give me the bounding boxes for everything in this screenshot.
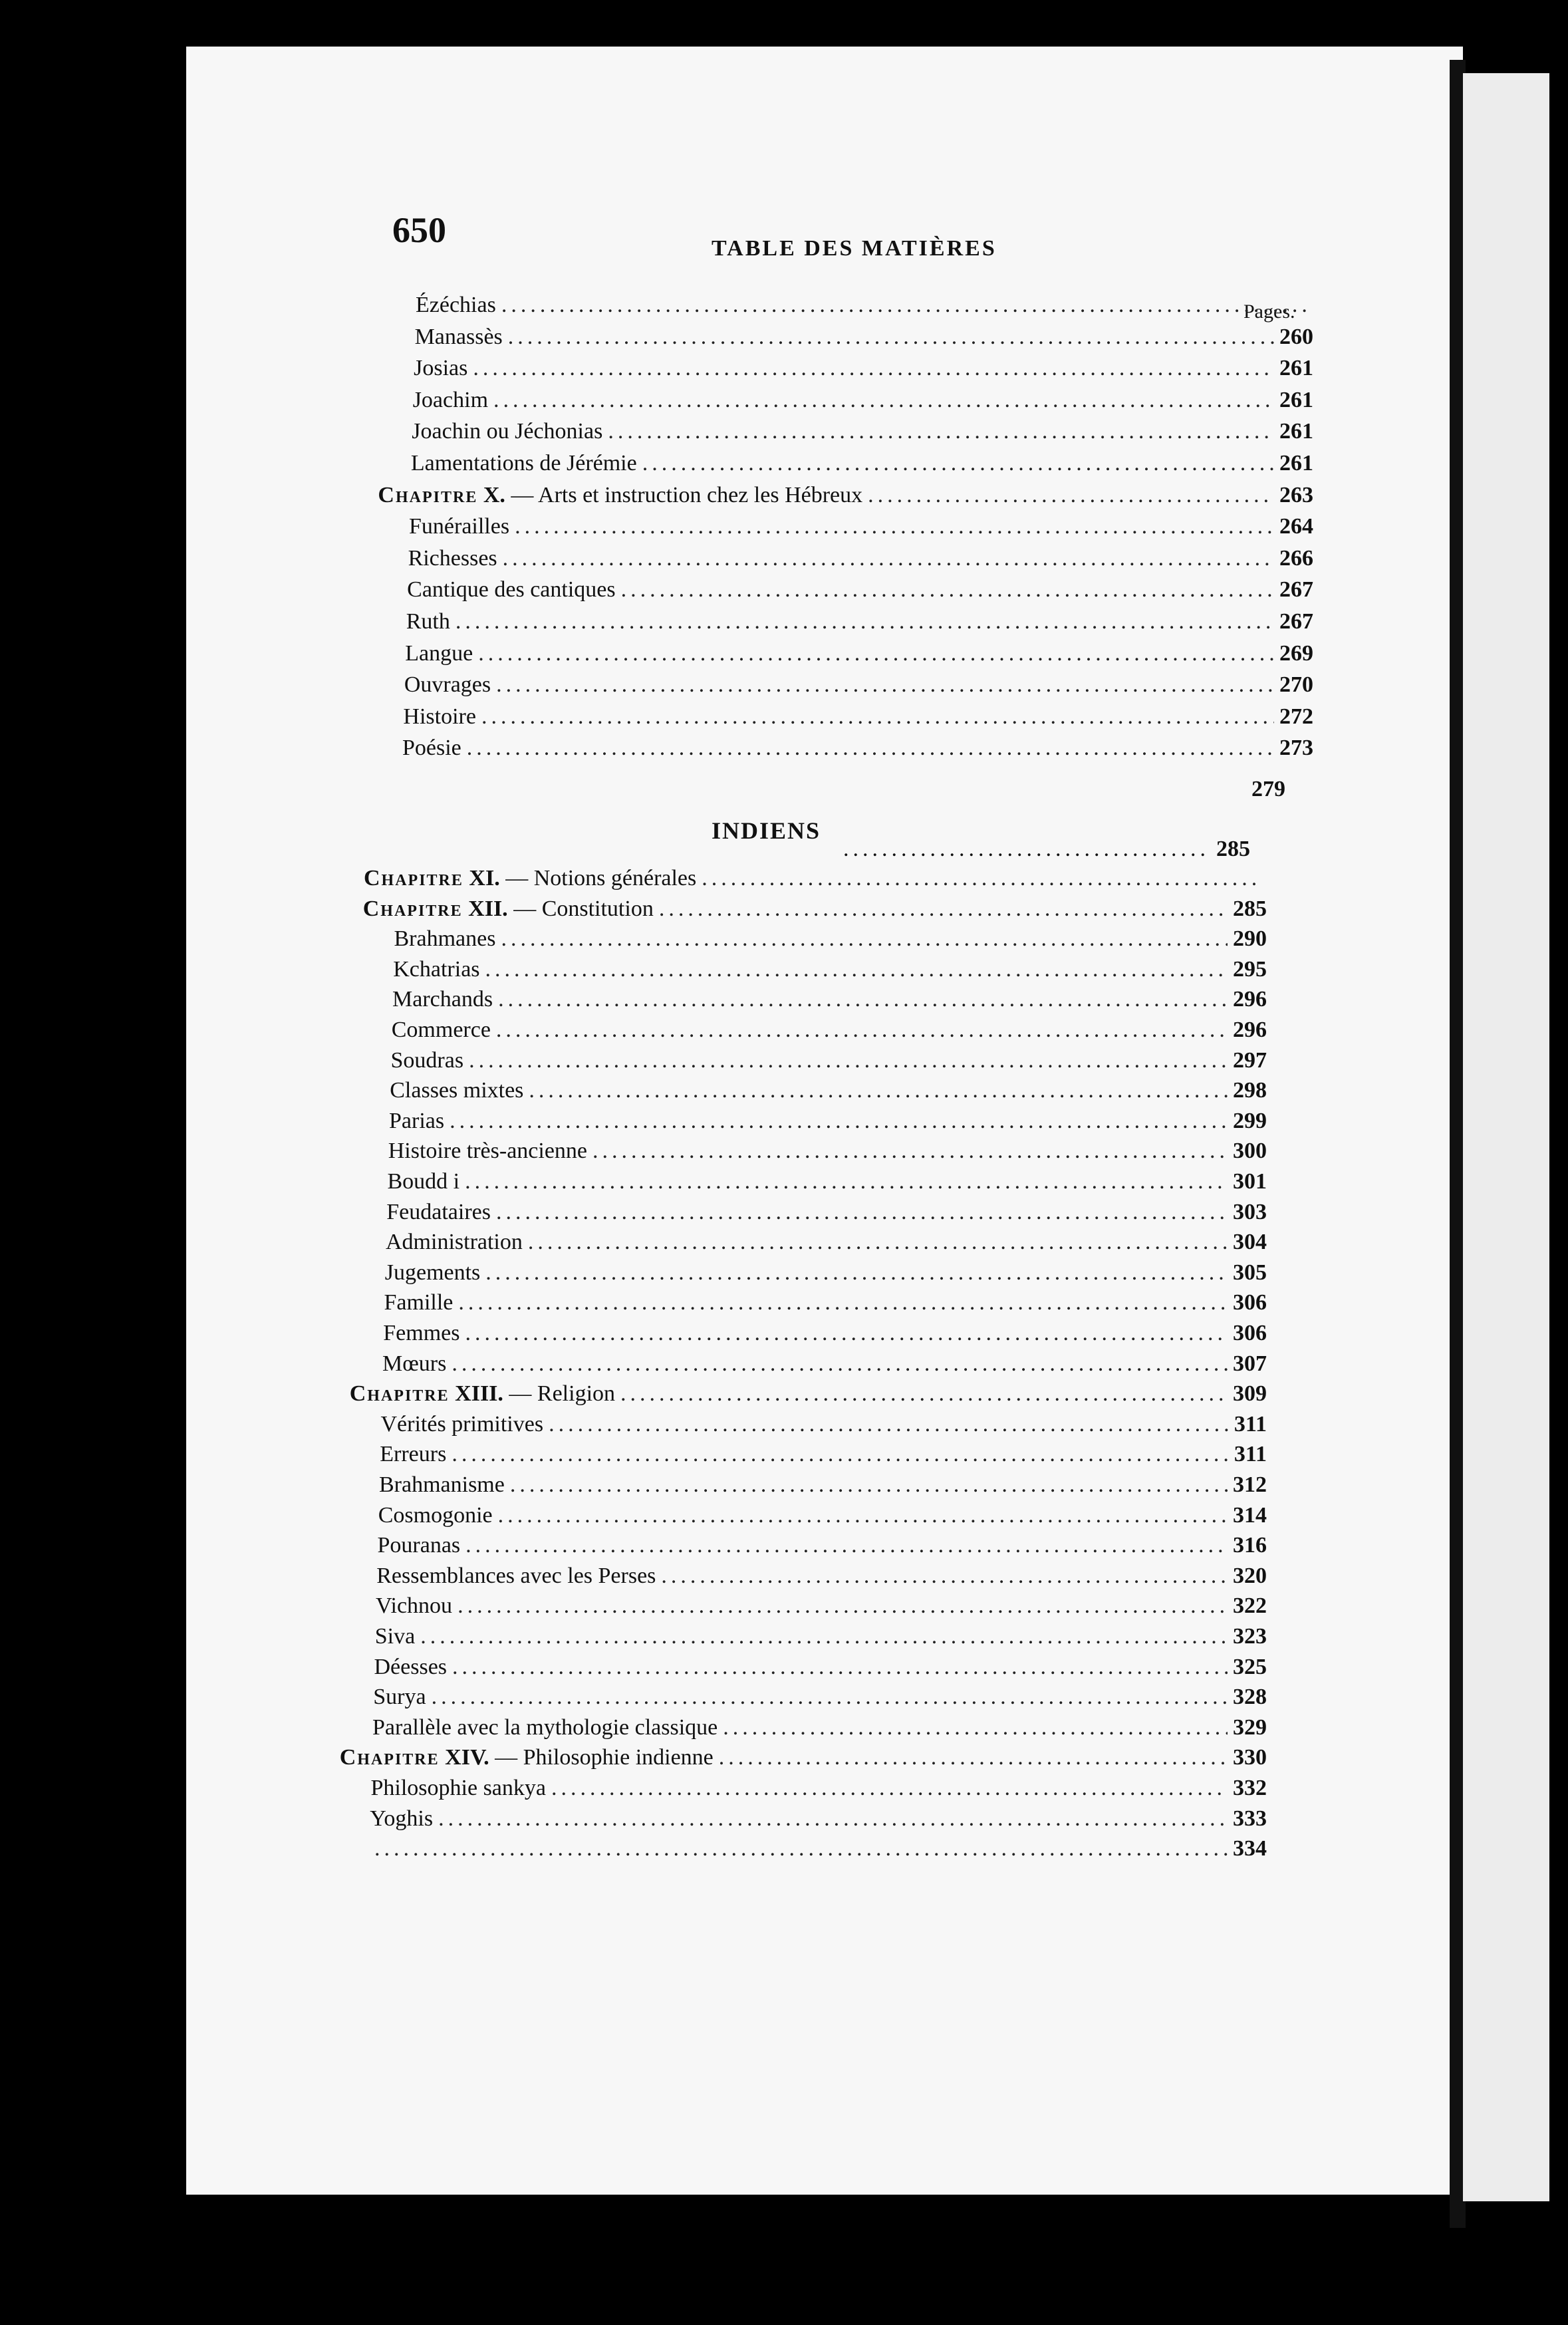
- toc-entry-label: [350, 1381, 615, 1407]
- leader-dots: [478, 641, 1274, 666]
- toc-page-number: 311: [1234, 1411, 1267, 1436]
- toc-entry-label: Déesses: [374, 1654, 448, 1679]
- leader-dots: [457, 1593, 1228, 1619]
- toc-entry-row: [379, 1472, 1267, 1504]
- toc-page-number: 328: [1233, 1685, 1267, 1710]
- toc-page-number: 334: [1233, 1836, 1267, 1861]
- section-heading-text: INDIENS: [712, 817, 821, 844]
- toc-entry-row: [369, 1836, 1267, 1868]
- toc-entry-row: [392, 1018, 1267, 1049]
- toc-entry-row: [370, 1806, 1267, 1838]
- toc-entry-row: [405, 641, 1313, 673]
- leader-dots: [374, 1836, 1228, 1861]
- toc-chapter-row: [363, 896, 1267, 928]
- leader-dots: [469, 1048, 1228, 1073]
- leader-dots: [551, 1776, 1228, 1801]
- toc-entry-label: Soudras: [390, 1047, 464, 1073]
- leader-dots: [621, 577, 1274, 603]
- leader-dots: [452, 1351, 1228, 1377]
- toc-page-number: 267: [1279, 577, 1313, 603]
- leader-dots: [659, 896, 1228, 922]
- toc-entry-row: [374, 1655, 1267, 1687]
- leader-dots: [420, 1624, 1228, 1649]
- toc-page-number: 316: [1233, 1533, 1267, 1558]
- toc-page-number: 333: [1233, 1806, 1267, 1831]
- toc-page-number: 261: [1279, 451, 1313, 476]
- toc-page-number: 330: [1233, 1745, 1267, 1770]
- leader-dots: [508, 325, 1274, 350]
- toc-entry-label: Brahmanisme: [379, 1472, 505, 1497]
- leader-dots: [473, 356, 1274, 381]
- chapter-number: XI.: [469, 866, 500, 890]
- toc-entry-row: [412, 419, 1313, 451]
- toc-entry-row: [378, 1533, 1267, 1565]
- toc-entry-row: [372, 1715, 1267, 1747]
- toc-entry-label: Siva: [374, 1624, 416, 1649]
- toc-page-number: 260: [1279, 324, 1313, 349]
- toc-page-number: 285: [1233, 896, 1267, 921]
- toc-entry-label: Administration: [386, 1230, 523, 1255]
- toc-page-number: 299: [1233, 1108, 1267, 1133]
- leader-dots: [496, 1200, 1228, 1225]
- leader-dots: [438, 1806, 1228, 1832]
- toc-page-number: 261: [1279, 387, 1313, 412]
- toc-page-number: 304: [1233, 1230, 1267, 1255]
- toc-entry-row: [388, 1169, 1267, 1201]
- chapter-title: — Constitution: [507, 896, 654, 921]
- leader-dots: [868, 483, 1274, 508]
- leader-dots: [620, 1381, 1228, 1407]
- toc-entry-label: Ressemblances avec les Perses: [376, 1563, 656, 1588]
- toc-page-number: 311: [1234, 1442, 1267, 1467]
- leader-dots: [432, 1685, 1228, 1710]
- leader-dots: [496, 1018, 1228, 1043]
- toc-entry-label: Ézéchias: [416, 293, 496, 317]
- toc-page-number: 320: [1233, 1563, 1267, 1588]
- toc-chapter-row: [340, 1745, 1267, 1777]
- leader-dots: [496, 672, 1274, 698]
- toc-entry-row: [385, 1260, 1267, 1292]
- toc-entry-row: [373, 1685, 1267, 1716]
- toc-entry-row: [384, 1290, 1267, 1322]
- toc-entry-row: [408, 546, 1313, 578]
- toc-page-number: 329: [1233, 1714, 1267, 1740]
- leader-dots: [642, 451, 1274, 476]
- toc-page-number: 261: [1279, 419, 1313, 444]
- leader-dots: [450, 1109, 1228, 1134]
- toc-page-number: 264: [1279, 514, 1313, 539]
- chapter-number: XIII.: [455, 1381, 503, 1407]
- toc-entry-row: [394, 926, 1267, 958]
- leader-dots: [503, 546, 1274, 571]
- toc-entry-label: Ruth: [406, 609, 450, 634]
- toc-entry-label: [363, 896, 654, 922]
- leader-dots: [843, 837, 1211, 862]
- toc-entry-row: [414, 356, 1313, 388]
- leader-dots: [452, 1655, 1228, 1680]
- toc-chapter-row: [364, 866, 1267, 898]
- toc-entry-label: Famille: [384, 1290, 454, 1315]
- toc-entry-row: [378, 1503, 1267, 1535]
- toc-entry-row: [392, 987, 1267, 1019]
- toc-entry-label: Richesses: [408, 545, 497, 571]
- toc-entry-label: Surya: [373, 1685, 426, 1710]
- toc-entry-label: Poésie: [402, 736, 461, 761]
- toc-entry-row: [402, 736, 1313, 767]
- toc-entry-label: Joachim: [412, 387, 489, 412]
- toc-page-number: 266: [1279, 545, 1313, 571]
- toc-entry-label: Cosmogonie: [378, 1502, 493, 1528]
- toc-entry-row: [389, 1109, 1267, 1141]
- toc-page-number: 269: [1279, 640, 1313, 666]
- toc-entry-label: Vichnou: [376, 1593, 453, 1619]
- toc-entry-label: Joachin ou Jéchonias: [412, 419, 603, 444]
- leader-dots: [702, 866, 1261, 891]
- toc-entry-label: Josias: [414, 356, 468, 381]
- toc-page-number: 306: [1233, 1321, 1267, 1345]
- chapter-number: XIV.: [445, 1745, 489, 1770]
- toc-entry-row: [407, 577, 1313, 609]
- toc-entry-row: [380, 1442, 1267, 1474]
- toc-entry-row: [386, 1230, 1267, 1262]
- chapter-word: Chapitre: [362, 896, 463, 921]
- toc-entry-row: [404, 672, 1313, 704]
- toc-page-number: 325: [1233, 1654, 1267, 1679]
- leader-dots: [485, 1260, 1228, 1286]
- leader-dots: [719, 1745, 1228, 1770]
- chapter-word: Chapitre: [349, 1381, 450, 1407]
- toc-chapter-row: [350, 1381, 1267, 1413]
- chapter-number: XII.: [468, 896, 508, 921]
- toc-entry-label: Vérités primitives: [380, 1411, 544, 1436]
- leader-dots: [485, 957, 1228, 982]
- toc-page-number: 309: [1233, 1381, 1267, 1407]
- toc-entry-label: Parias: [389, 1108, 445, 1133]
- toc-entry-label: [364, 866, 696, 891]
- toc-page-number: 273: [1279, 736, 1313, 761]
- chapter-title: — Religion: [503, 1381, 616, 1407]
- leader-dots: [549, 1412, 1229, 1437]
- toc-entry-row: [381, 1412, 1267, 1444]
- toc-entry-row: [393, 957, 1267, 989]
- toc-page-number: 290: [1233, 926, 1267, 952]
- toc-page-number: 261: [1279, 356, 1313, 381]
- toc-entry-label: Pouranas: [377, 1533, 461, 1558]
- toc-page-number: 297: [1233, 1047, 1267, 1073]
- chapter-word: Chapitre: [339, 1745, 440, 1770]
- toc-entry-row: [371, 1776, 1267, 1808]
- toc-entry-label: Philosophie sankya: [370, 1776, 546, 1800]
- toc-entry-label: Jugements: [384, 1260, 481, 1285]
- toc-entry-label: Kchatrias: [393, 956, 480, 982]
- toc-entry-label: Funérailles: [409, 514, 510, 539]
- leader-dots: [501, 293, 1308, 318]
- toc-entry-row: [403, 704, 1313, 736]
- pages-column-label: Pages.: [1243, 301, 1295, 323]
- toc-page-number: 332: [1233, 1776, 1267, 1800]
- leader-dots: [501, 926, 1228, 952]
- chapter-word: Chapitre: [378, 482, 478, 507]
- toc-entry-label: Parallèle avec la mythologie classique: [372, 1714, 718, 1740]
- toc-entry-label: [378, 483, 862, 508]
- chapter-title: — Philosophie indienne: [489, 1745, 714, 1770]
- toc-entry-label: Erreurs: [380, 1442, 447, 1467]
- leader-dots: [465, 1169, 1228, 1194]
- leader-dots: [515, 514, 1274, 539]
- toc-page-number: 298: [1233, 1078, 1267, 1103]
- toc-page-number: 322: [1233, 1593, 1267, 1619]
- leader-dots: [498, 1503, 1228, 1528]
- toc-page-number: 272: [1279, 704, 1313, 729]
- page-number: 650: [392, 210, 446, 250]
- toc-entry-label: Ouvrages: [404, 672, 491, 698]
- toc-entry-row: [386, 1200, 1267, 1232]
- toc-entry-label: Boudd i: [387, 1169, 460, 1194]
- toc-entry-label: Cantique des cantiques: [407, 577, 616, 603]
- toc-entry-label: Langue: [405, 640, 473, 666]
- toc-page-number: 296: [1233, 1018, 1267, 1042]
- leader-dots: [458, 1290, 1228, 1315]
- toc-page-number: 301: [1233, 1169, 1267, 1194]
- section-heading: [712, 817, 821, 845]
- toc-page-number: 305: [1233, 1260, 1267, 1285]
- toc-entry-label: Manassès: [414, 324, 503, 349]
- toc-entry-row: [383, 1321, 1267, 1353]
- toc-entry-label: Histoire: [403, 704, 476, 729]
- leader-dots: [481, 704, 1274, 730]
- toc-entry-label: Yoghis: [370, 1806, 434, 1831]
- toc-page-number: 303: [1233, 1199, 1267, 1224]
- toc-page-number: 300: [1233, 1139, 1267, 1164]
- toc-page-number: 314: [1233, 1502, 1267, 1528]
- leader-dots: [510, 1472, 1228, 1498]
- facing-page-edge: [1463, 73, 1549, 2201]
- section-page-number: 285: [1216, 837, 1250, 861]
- toc-page-number: 307: [1233, 1351, 1267, 1376]
- toc-entry-row: [388, 1139, 1267, 1170]
- toc-page-number: 267: [1279, 609, 1313, 634]
- chapter-title: — Notions générales: [499, 866, 697, 890]
- chapter-word: Chapitre: [364, 866, 463, 890]
- toc-entry-row: [415, 325, 1313, 356]
- leader-dots: [608, 419, 1274, 444]
- toc-entry-row: [406, 609, 1313, 641]
- toc-entry-row: [375, 1624, 1267, 1656]
- toc-chapter-row: [378, 483, 1313, 515]
- leader-dots: [493, 388, 1274, 413]
- leader-dots: [528, 1230, 1228, 1255]
- toc-entry-row: [390, 1078, 1267, 1110]
- leader-dots: [498, 987, 1228, 1012]
- toc-page-number: 312: [1233, 1472, 1267, 1497]
- toc-entry-row: [409, 514, 1313, 546]
- page-header: [392, 209, 1323, 269]
- leader-dots: [592, 1139, 1228, 1164]
- toc-entry-row: [382, 1351, 1267, 1383]
- toc-entry-label: Brahmanes: [394, 926, 496, 952]
- section-heading-row: [838, 837, 1250, 869]
- leader-dots: [465, 1321, 1228, 1346]
- toc-entry-label: Commerce: [391, 1018, 491, 1042]
- leader-dots: [529, 1078, 1228, 1103]
- toc-entry-label: Lamentations de Jérémie: [410, 451, 637, 476]
- toc-entry-label: Histoire très-ancienne: [388, 1139, 588, 1164]
- toc-page-number: 323: [1233, 1624, 1267, 1649]
- toc-page-number: 263: [1279, 482, 1313, 507]
- leader-dots: [452, 1442, 1229, 1467]
- toc-page-number: 270: [1279, 672, 1313, 698]
- toc-entry-row: [413, 388, 1313, 420]
- toc-entry-label: Classes mixtes: [390, 1078, 524, 1103]
- toc-entry-label: Femmes: [383, 1321, 460, 1345]
- toc-page-number: 295: [1233, 956, 1267, 982]
- toc-entry-label: [340, 1745, 714, 1770]
- toc-entry-row: [376, 1564, 1267, 1595]
- toc-page-number: 279: [1251, 777, 1285, 801]
- toc-entry-label: Mœurs: [382, 1351, 447, 1376]
- toc-entry-row: [391, 1048, 1267, 1080]
- running-title: TABLE DES MATIÈRES: [712, 236, 997, 261]
- leader-dots: [661, 1564, 1228, 1589]
- leader-dots: [723, 1715, 1228, 1740]
- toc-entry-row: [416, 293, 1313, 325]
- toc-page-number: 306: [1233, 1290, 1267, 1315]
- toc-entry-row: [376, 1593, 1267, 1625]
- toc-page-number: 296: [1233, 987, 1267, 1012]
- leader-dots: [456, 609, 1274, 634]
- leader-dots: [467, 736, 1274, 761]
- leader-dots: [465, 1533, 1228, 1558]
- toc-entry-row: [411, 451, 1313, 483]
- chapter-title: — Arts et instruction chez les Hébreux: [505, 482, 863, 507]
- toc-entry-label: Feudataires: [386, 1199, 491, 1224]
- toc-entry-label: Marchands: [392, 987, 493, 1012]
- chapter-number: X.: [483, 482, 505, 507]
